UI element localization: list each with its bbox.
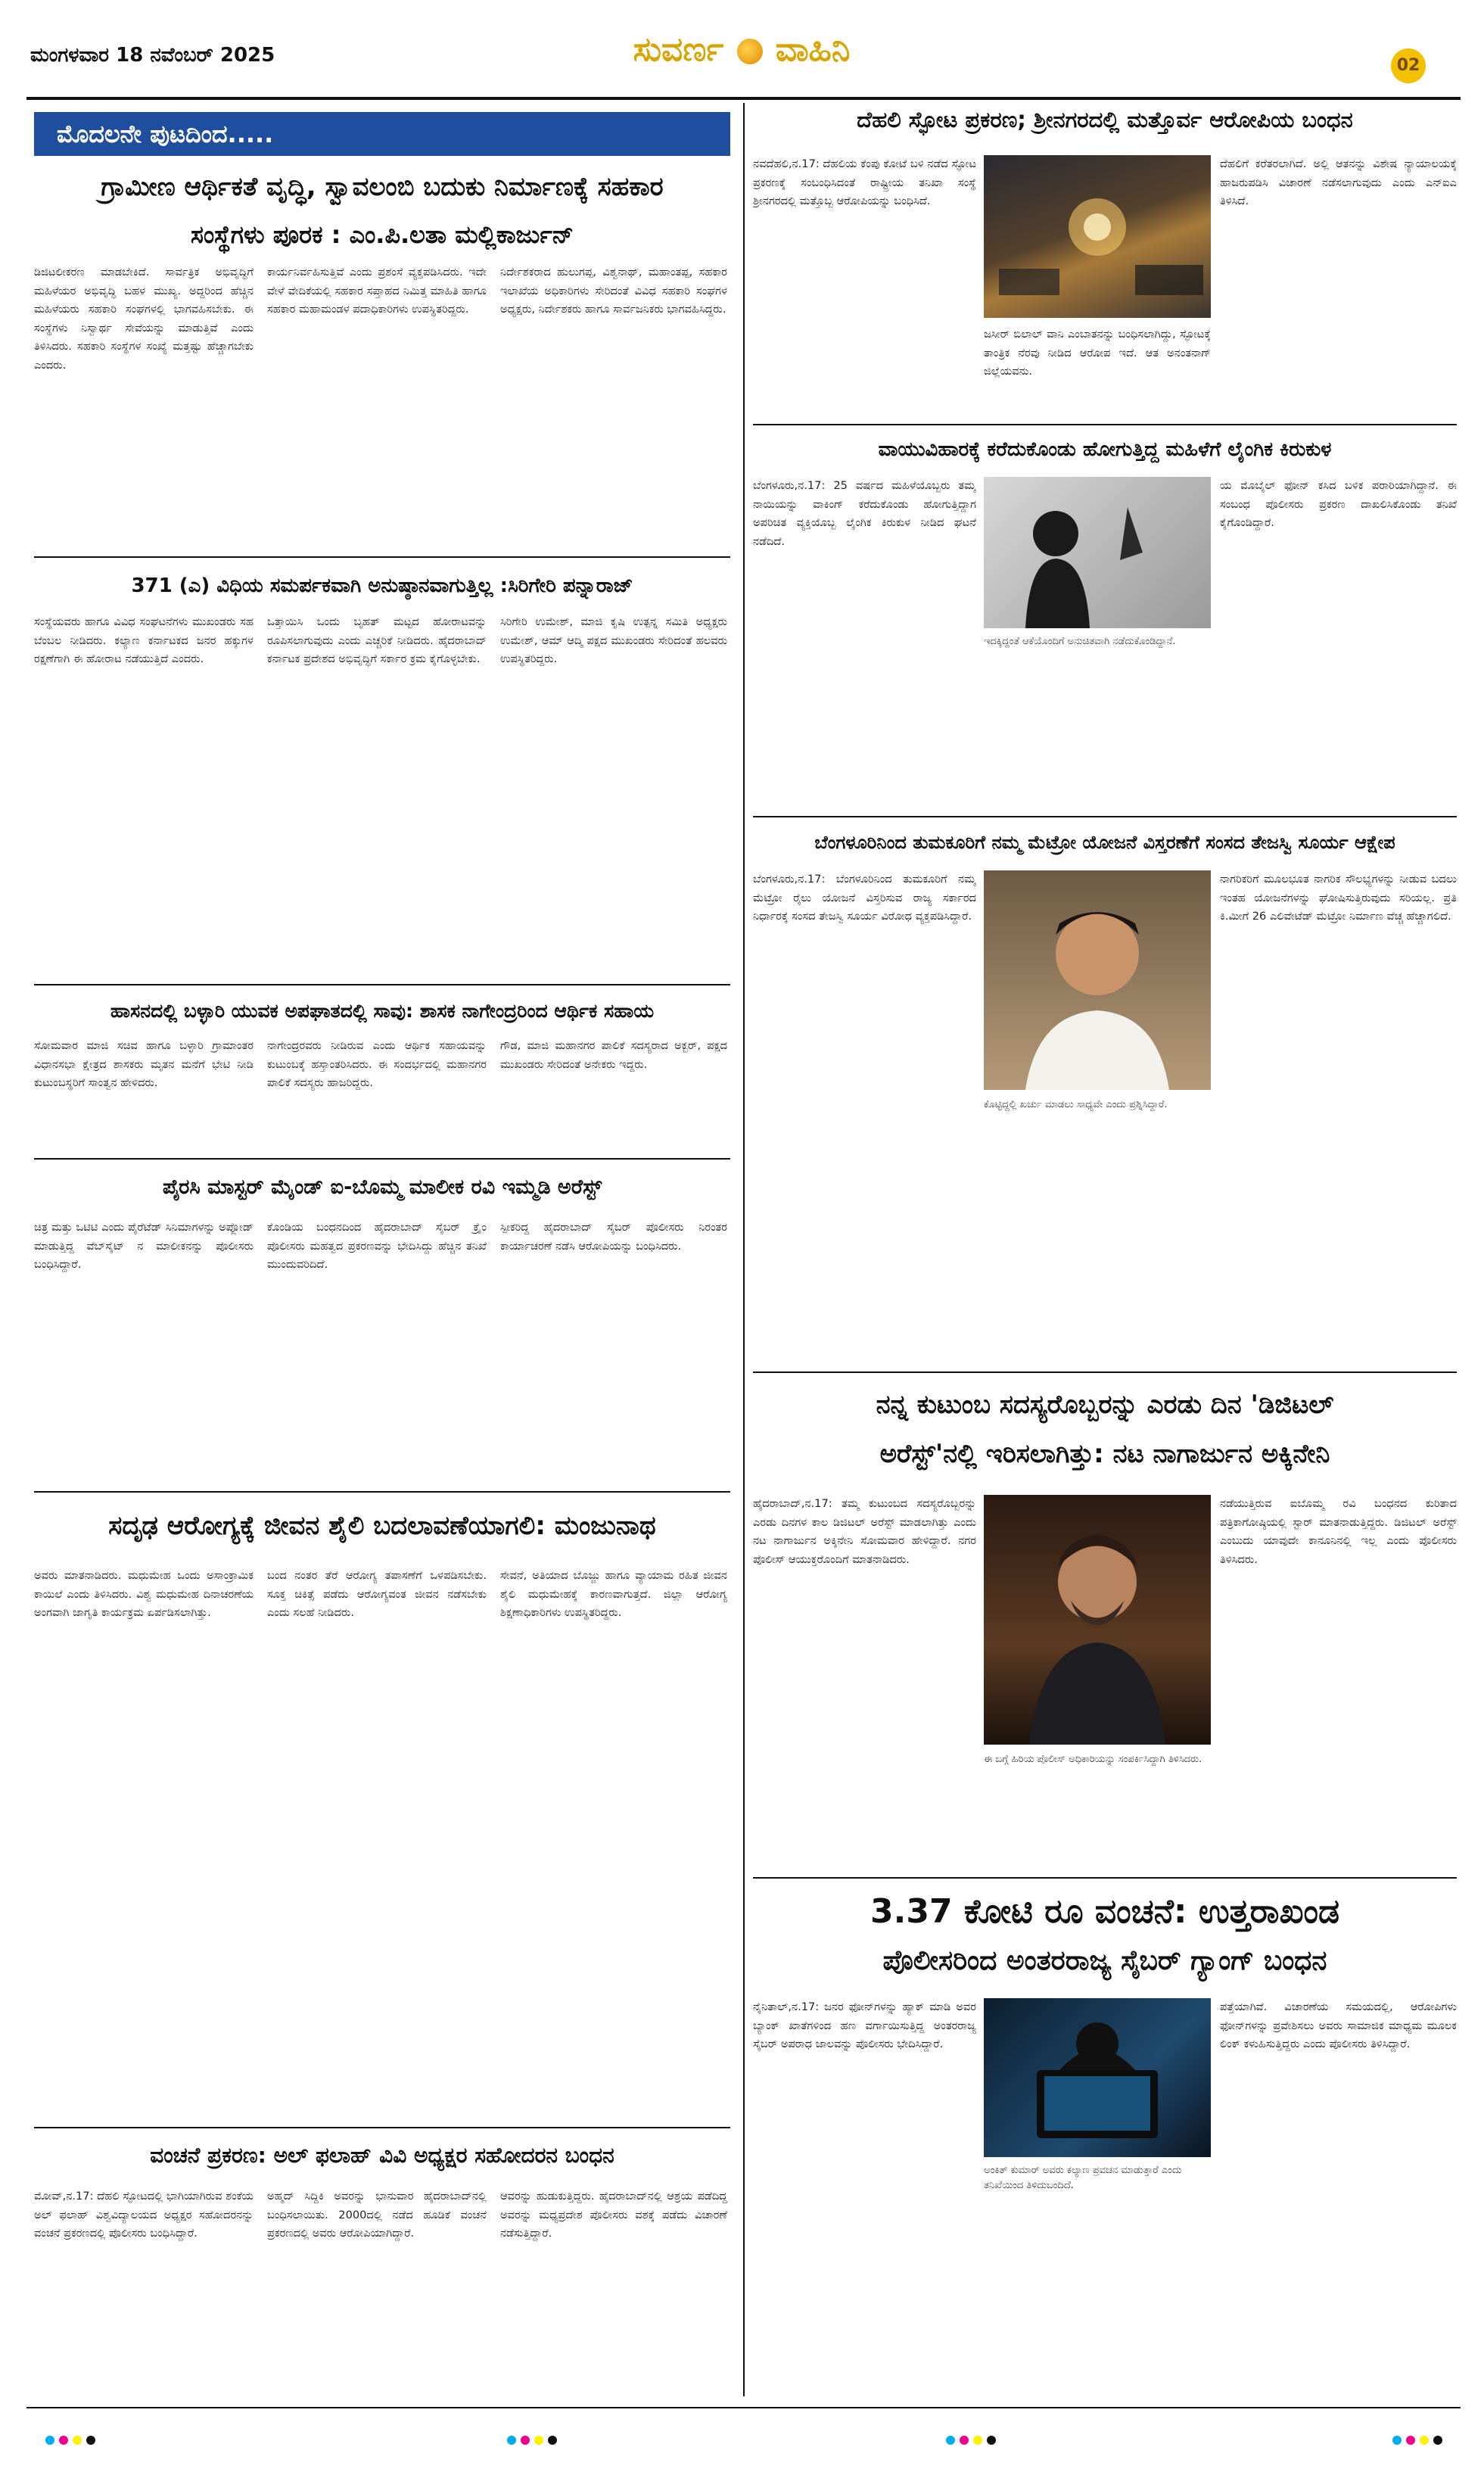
portrait-illustration [984,870,1211,1090]
cooperative-col3: ನಿರ್ದೇಶಕರಾದ ಹುಲುಗಪ್ಪ, ವಿಶ್ವನಾಥ್, ಮಹಾಂತಪ್ಪ, ಸಹಕಾರ ಇಲಾಖೆಯ ಅಧಿಕಾರಿಗಳು ಸೇರಿದಂತೆ ವಿವಿಧ ಸಹಕಾರಿ ಸಂಘಗಳ ಅಧ್ಯಕ್ಷರು, ನಿರ್ದೇಶಕರು ಹಾಗೂ ಸಾರ್ವಜನಿಕರು ಭಾಗವಹಿಸಿದ್ದರು. [500,266,727,316]
divider [34,2127,730,2128]
cyber-headline-line1: 3.37 ಕೋಟಿ ರೂ ವಂಚನೆ: ಉತ್ತರಾಖಂಡ [870,1892,1339,1931]
footer-divider [26,2407,1461,2408]
page-number-badge [1391,48,1426,83]
walking-col3: ಯ ಮೊಬೈಲ್ ಫೋನ್ ಕಸಿದ ಬಳಿಕ ಪರಾರಿಯಾಗಿದ್ದಾನೆ. ಈ ಸಂಬಂಧ ಪೊಲೀಸರು ಪ್ರಕರಣ ದಾಖಲಿಸಿಕೊಂಡು ತನಿಖೆ ಕೈಗೊಂಡಿದ್ದಾರೆ. [1220,479,1457,530]
fraud-col1: ಮೋವ್,ನ.17: ದೆಹಲಿ ಸ್ಫೋಟದಲ್ಲಿ ಭಾಗಿಯಾಗಿರುವ ಶಂಕೆಯ ಅಲ್ ಫಲಾಹ್ ವಿಶ್ವವಿದ್ಯಾಲಯದ ಅಧ್ಯಕ್ಷರ ಸಹೋದರನನ್ನು ವಂಚನೆ ಪ್ರಕರಣದಲ್ಲಿ ಪೊಲೀಸರು ಬಂಧಿಸಿದ್ದಾರೆ. [34,2190,254,2240]
portrait-illustration [984,1495,1211,1745]
walking-headline: ವಾಯುವಿಹಾರಕ್ಕೆ ಕರೆದುಕೊಂಡು ಹೋಗುತ್ತಿದ್ದ ಮಹಿಳೆಗೆ ಲೈಂಗಿಕ ಕಿರುಕುಳ [878,438,1332,461]
hacker-illustration [984,1998,1211,2157]
cyber-headline-line2: ಪೊಲೀಸರಿಂದ ಅಂತರರಾಜ್ಯ ಸೈಬರ್ ಗ್ಯಾಂಗ್ ಬಂಧನ [882,1945,1327,1976]
piracy-col3: ಸ್ಪೀಕರಿದ್ದ ಹೈದರಾಬಾದ್ ಸೈಬರ್ ಪೊಲೀಸರು ನಿರಂತರ ಕಾರ್ಯಾಚರಣೆ ನಡೆಸಿ ಆರೋಪಿಯನ್ನು ಬಂಧಿಸಿದರು. [500,1221,727,1253]
column-divider [743,103,745,2396]
cyber-col1: ನೈನಿತಾಲ್,ನ.17: ಜನರ ಫೋನ್‌ಗಳನ್ನು ಹ್ಯಾಕ್ ಮಾಡಿ ಅವರ ಬ್ಯಾಂಕ್ ಖಾತೆಗಳಿಂದ ಹಣ ವರ್ಗಾಯಿಸುತ್ತಿದ್ದ ಅಂತರರಾಜ್ಯ ಸೈಬರ್ ಅಪರಾಧ ಜಾಲವನ್ನು ಪೊಲೀಸರು ಭೇದಿಸಿದ್ದಾರೆ. [753,2000,976,2051]
divider [34,556,730,558]
cooperative-col2: ಕಾರ್ಯನಿರ್ವಹಿಸುತ್ತಿವೆ ಎಂದು ಪ್ರಶಂಸೆ ವ್ಯಕ್ತಪಡಿಸಿದರು. ಇದೇ ವೇಳೆ ವೇದಿಕೆಯಲ್ಲಿ ಸಹಕಾರ ಸಪ್ತಾಹದ ನಿಮಿತ್ತ ಮಾಹಿತಿ ಹಾಗೂ ಸಹಕಾರ ಮಹಾಮಂಡಳ ಪದಾಧಿಕಾರಿಗಳು ಉಪಸ್ಥಿತರಿದ್ದರು. [267,266,487,316]
registration-dot [1433,2436,1442,2445]
delhi-blast-photo [984,155,1211,318]
metro-photo-caption: ಕೊಟ್ಟಿದ್ದಲ್ಲಿ ಖರ್ಚು ಮಾಡಲು ಸಾಧ್ಯವೇ ಎಂದು ಪ್ರಶ್ನಿಸಿದ್ದಾರೆ. [984,1099,1168,1110]
siriger-headline: 371 (ಎ) ವಿಧಿಯ ಸಮರ್ಪಕವಾಗಿ ಅನುಷ್ಠಾನವಾಗುತ್ತಿಲ್ಲ :ಸಿರಿಗೇರಿ ಪನ್ನಾರಾಜ್ [131,574,633,597]
registration-dot [45,2436,54,2445]
registration-dot [507,2436,516,2445]
divider [753,1877,1457,1879]
divider [753,424,1457,425]
piracy-col1: ಚಿತ್ರ ಮತ್ತು ಒಟಿಟಿ ಎಂದು ಪೈರೆಟೆಡ್ ಸಿನಿಮಾಗಳನ್ನು ಅಪ್ಲೋಡ್ ಮಾಡುತ್ತಿದ್ದ ವೆಬ್‌ಸೈಟ್ ನ ಮಾಲೀಕನನ್ನು ಪೊಲೀಸರು ಬಂಧಿಸಿದ್ದಾರೆ. [34,1221,254,1272]
registration-dot [548,2436,557,2445]
registration-dot [521,2436,530,2445]
nagarjuna-col3: ನಡೆಯುತ್ತಿರುವ ಐಬೊಮ್ಮ ರವಿ ಬಂಧನದ ಕುರಿತಾದ ಪತ್ರಿಕಾಗೋಷ್ಠಿಯಲ್ಲಿ ಸ್ಟಾರ್ ಮಾತನಾಡುತ್ತಿದ್ದರು. ಡಿಜಿಟಲ್ ಅರೆಸ್ಟ್ ಎಂಬುದು ಯಾವುದೇ ಕಾನೂನಿನಲ್ಲಿ ಇಲ್ಲ ಎಂದು ಪೊಲೀಸರು ತಿಳಿಸಿದರು. [1220,1497,1457,1566]
health-col2: ಬಂದ ನಂತರ ತೆರೆ ಆರೋಗ್ಯ ತಪಾಸಣೆಗೆ ಒಳಪಡಿಸಬೇಕು. ಸೂಕ್ತ ಚಿಕಿತ್ಸೆ ಪಡೆದು ಆರೋಗ್ಯವಂತ ಜೀವನ ನಡೆಸಬೇಕು ಎಂದು ಸಲಹೆ ನೀಡಿದರು. [267,1569,487,1620]
page-date: ಮಂಗಳವಾರ 18 ನವೆಂಬರ್ 2025 [30,44,275,67]
cyber-photo-caption: ಅಂಕಿತ್ ಕುಮಾರ್ ಅವರು ಕಲ್ಯಾಣ ಪ್ರವಚನ ಮಾಡುತ್ತಾರೆ ಎಂದು ತನಿಖೆಯಿಂದ ತಿಳಿದುಬಂದಿದೆ. [984,2165,1182,2191]
walking-photo-caption: ಇದಕ್ಕಿದ್ದಂತೆ ಆಕೆಯೊಂದಿಗೆ ಅನುಚಿತವಾಗಿ ನಡೆದುಕೊಂಡಿದ್ದಾನೆ. [984,636,1176,647]
registration-dot [86,2436,95,2445]
registration-dot [59,2436,68,2445]
delhi-col3: ದೆಹಲಿಗೆ ಕರೆತರಲಾಗಿದೆ. ಅಲ್ಲಿ ಆತನನ್ನು ವಿಶೇಷ ನ್ಯಾಯಾಲಯಕ್ಕೆ ಹಾಜರುಪಡಿಸಿ ವಿಚಾರಣೆ ನಡೆಸಲಾಗುವುದು ಎಂದು ಎನ್ಐಎ ತಿಳಿಸಿದೆ. [1220,157,1457,208]
metro-mp-photo [984,870,1211,1090]
health-col3: ಸೇವನೆ, ಅತಿಯಾದ ಬೊಜ್ಜು ಹಾಗೂ ವ್ಯಾಯಾಮ ರಹಿತ ಜೀವನ ಶೈಲಿ ಮಧುಮೇಹಕ್ಕೆ ಕಾರಣವಾಗುತ್ತದೆ. ಜಿಲ್ಲಾ ಆರೋಗ್ಯ ಶಿಕ್ಷಣಾಧಿಕಾರಿಗಳು ಉಪಸ್ಥಿತರಿದ್ದರು. [500,1569,727,1620]
metro-headline: ಬೆಂಗಳೂರಿನಿಂದ ತುಮಕೂರಿಗೆ ನಮ್ಮ ಮೆಟ್ರೋ ಯೋಜನೆ ವಿಸ್ತರಣೆಗೆ ಸಂಸದ ತೇಜಸ್ವಿ ಸೂರ್ಯ ಆಕ್ಷೇಪ [814,832,1395,853]
registration-dot [1406,2436,1415,2445]
registration-dot [987,2436,996,2445]
registration-dot [946,2436,955,2445]
nagarjuna-headline-line1: ನನ್ನ ಕುಟುಂಬ ಸದಸ್ಯರೊಬ್ಬರನ್ನು ಎರಡು ದಿನ 'ಡಿಜಿಟಲ್ [876,1390,1334,1420]
registration-dot [960,2436,969,2445]
walking-col1: ಬೆಂಗಳೂರು,ನ.17: 25 ವರ್ಷದ ಮಹಿಳೆಯೊಬ್ಬರು ತಮ್ಮ ನಾಯಿಯನ್ನು ವಾಕಿಂಗ್ ಕರೆದುಕೊಂಡು ಹೋಗುತ್ತಿದ್ದಾಗ ಅಪರಿಚಿತ ವ್ಯಕ್ತಿಯೊಬ್ಬ ಲೈಂಗಿಕ ಕಿರುಕುಳ ನೀಡಿದ ಘಟನೆ ನಡೆದಿದೆ. [753,479,976,548]
siriger-col2: ಒತ್ತಾಯಿಸಿ ಒಂದು ಬೃಹತ್ ಮಟ್ಟದ ಹೋರಾಟವನ್ನು ರೂಪಿಸಲಾಗುವುದು ಎಂದು ಎಚ್ಚರಿಕೆ ನೀಡಿದರು. ಹೈದರಾಬಾದ್ ಕರ್ನಾಟಕ ಪ್ರದೇಶದ ಅಭಿವೃದ್ಧಿಗೆ ಸರ್ಕಾರ ಕ್ರಮ ಕೈಗೊಳ್ಳಬೇಕು. [267,615,487,666]
health-headline: ಸದೃಢ ಆರೋಗ್ಯಕ್ಕೆ ಜೀವನ ಶೈಲಿ ಬದಲಾವಣೆಯಾಗಲಿ: ಮಂಜುನಾಥ [108,1511,656,1541]
masthead [590,30,893,83]
piracy-headline: ಪೈರಸಿ ಮಾಸ್ಟರ್ ಮೈಂಡ್ ಐ-ಬೊಮ್ಮ ಮಾಲೀಕ ರವಿ ಇಮ್ಮಡಿ ಅರೆಸ್ಟ್ [162,1175,602,1199]
registration-dot [534,2436,543,2445]
page-number: 02 [1396,56,1420,75]
masthead-left: ಸುವರ್ಣ [633,30,724,69]
silhouette-illustration [984,477,1211,628]
masthead-logo-icon [737,39,763,64]
nagarjuna-col1: ಹೈದರಾಬಾದ್,ನ.17: ತಮ್ಮ ಕುಟುಂಬದ ಸದಸ್ಯರೊಬ್ಬರನ್ನು ಎರಡು ದಿನಗಳ ಕಾಲ ಡಿಜಿಟಲ್ ಅರೆಸ್ಟ್ ಮಾಡಲಾಗಿತ್ತು ಎಂದು ನಟ ನಾಗಾರ್ಜುನ ಅಕ್ಕಿನೇನಿ ಸೋಮವಾರ ಹೇಳಿದ್ದಾರೆ. ನಗರ ಪೊಲೀಸ್ ಆಯುಕ್ತರೊಂದಿಗೆ ಮಾತನಾಡಿದರು. [753,1497,976,1566]
masthead-right: ವಾಹಿನಿ [775,30,851,69]
registration-dot [73,2436,82,2445]
hassan-headline: ಹಾಸನದಲ್ಲಿ ಬಳ್ಳಾರಿ ಯುವಕ ಅಪಘಾತದಲ್ಲಿ ಸಾವು: ಶಾಸಕ ನಾಗೇಂದ್ರರಿಂದ ಆರ್ಥಿಕ ಸಹಾಯ [110,1000,655,1022]
header-divider [26,97,1461,100]
delhi-col2: ಜಸೀರ್ ಬಿಲಾಲ್ ವಾನಿ ಎಂಬಾತನನ್ನು ಬಂಧಿಸಲಾಗಿದ್ದು, ಸ್ಫೋಟಕ್ಕೆ ತಾಂತ್ರಿಕ ನೆರವು ನೀಡಿದ ಆರೋಪ ಇದೆ. ಆತ ಅನಂತನಾಗ್ ಜಿಲ್ಲೆಯವನು. [984,328,1211,378]
section-banner: ಮೊದಲನೇ ಪುಟದಿಂದ..... [34,112,730,156]
health-col1: ಅವರು ಮಾತನಾಡಿದರು. ಮಧುಮೇಹ ಒಂದು ಅಸಾಂಕ್ರಾಮಿಕ ಕಾಯಿಲೆ ಎಂದು ತಿಳಿಸಿದರು. ವಿಶ್ವ ಮಧುಮೇಹ ದಿನಾಚರಣೆಯ ಅಂಗವಾಗಿ ಜಾಗೃತಿ ಕಾರ್ಯಕ್ರಮ ಏರ್ಪಡಿಸಲಾಗಿತ್ತು. [34,1569,254,1620]
cyber-col3: ಪತ್ತೆಯಾಗಿವೆ. ವಿಚಾರಣೆಯ ಸಮಯದಲ್ಲಿ, ಆರೋಪಿಗಳು ಫೋನ್‌ಗಳನ್ನು ಪ್ರವೇಶಿಸಲು ಅವರು ಸಾಮಾಜಿಕ ಮಾಧ್ಯಮ ಮೂಲಕ ಲಿಂಕ್ ಕಳುಹಿಸುತ್ತಿದ್ದರು ಎಂದು ಪೊಲೀಸರು ತಿಳಿಸಿದ್ದಾರೆ. [1220,2000,1457,2051]
blast-scene-illustration [984,155,1211,318]
hassan-col2: ನಾಗೇಂದ್ರರವರು ನೀಡಿರುವ ಎಂದು ಆರ್ಥಿಕ ಸಹಾಯವನ್ನು ಕುಟುಂಬಕ್ಕೆ ಹಸ್ತಾಂತರಿಸಿದರು. ಈ ಸಂದರ್ಭದಲ್ಲಿ ಮಹಾನಗರ ಪಾಲಿಕೆ ಸದಸ್ಯರು ಹಾಜರಿದ್ದರು. [267,1039,487,1090]
nagarjuna-photo-caption: ಈ ಬಗ್ಗೆ ಹಿರಿಯ ಪೊಲೀಸ್ ಅಧಿಕಾರಿಯನ್ನು ಸಂಪರ್ಕಿಸಿದ್ದಾಗಿ ತಿಳಿಸಿದರು. [984,1754,1202,1765]
siriger-col1: ಸಂಸ್ಥೆಯವರು ಹಾಗೂ ವಿವಿಧ ಸಂಘಟನೆಗಳು ಮುಖಂಡರು ಸಹ ಬೆಂಬಲ ನೀಡಿದರು. ಕಲ್ಯಾಣ ಕರ್ನಾಟಕದ ಜನರ ಹಕ್ಕುಗಳ ರಕ್ಷಣೆಗಾಗಿ ಈ ಹೋರಾಟ ನಡೆಯುತ್ತಿದೆ ಎಂದರು. [34,615,254,666]
divider [34,984,730,985]
nagarjuna-photo [984,1495,1211,1745]
registration-dot [1392,2436,1402,2445]
fraud-col3: ಆವರನ್ನು ಹುಡುಕುತ್ತಿದ್ದರು. ಹೈದರಾಬಾದ್‌ನಲ್ಲಿ ಆಶ್ರಯ ಪಡೆದಿದ್ದ ಅವರನ್ನು ಮಧ್ಯಪ್ರದೇಶ ಪೊಲೀಸರು ವಶಕ್ಕೆ ಪಡೆದು ವಿಚಾರಣೆ ನಡೆಸುತ್ತಿದ್ದಾರೆ. [500,2190,727,2240]
fraud-headline: ವಂಚನೆ ಪ್ರಕರಣ: ಅಲ್ ಫಲಾಹ್ ವಿವಿ ಅಧ್ಯಕ್ಷರ ಸಹೋದರನ ಬಂಧನ [150,2143,614,2168]
metro-col1: ಬೆಂಗಳೂರು,ನ.17: ಬೆಂಗಳೂರಿನಿಂದ ತುಮಕೂರಿಗೆ ನಮ್ಮ ಮೆಟ್ರೋ ರೈಲು ಯೋಜನೆ ವಿಸ್ತರಿಸುವ ರಾಜ್ಯ ಸರ್ಕಾರದ ನಿರ್ಧಾರಕ್ಕೆ ಸಂಸದ ತೇಜಸ್ವಿ ಸೂರ್ಯ ವಿರೋಧ ವ್ಯಕ್ತಪಡಿಸಿದ್ದಾರೆ. [753,873,976,923]
divider [34,1158,730,1160]
walking-photo [984,477,1211,628]
fraud-col2: ಅಹ್ಮದ್ ಸಿದ್ದಿಕಿ ಅವರನ್ನು ಭಾನುವಾರ ಹೈದರಾಬಾದ್‌ನಲ್ಲಿ ಬಂಧಿಸಲಾಯಿತು. 2000ದಲ್ಲಿ ನಡೆದ ಹೂಡಿಕೆ ವಂಚನೆ ಪ್ರಕರಣದಲ್ಲಿ ಅವರು ಆರೋಪಿಯಾಗಿದ್ದಾರೆ. [267,2190,487,2240]
delhi-col1: ನವದೆಹಲಿ,ನ.17: ದೆಹಲಿಯ ಕೆಂಪು ಕೋಟೆ ಬಳಿ ನಡೆದ ಸ್ಫೋಟ ಪ್ರಕರಣಕ್ಕೆ ಸಂಬಂಧಿಸಿದಂತೆ ರಾಷ್ಟ್ರೀಯ ತನಿಖಾ ಸಂಸ್ಥೆ ಶ್ರೀನಗರದಲ್ಲಿ ಮತ್ತೊಬ್ಬ ಆರೋಪಿಯನ್ನು ಬಂಧಿಸಿದೆ. [753,157,976,208]
piracy-col2: ಕೊಂಡಿಯ ಬಂಧನದಿಂದ ಹೈದರಾಬಾದ್ ಸೈಬರ್ ಕ್ರೈಂ ಪೊಲೀಸರು ಮಹತ್ವದ ಪ್ರಕರಣವನ್ನು ಭೇದಿಸಿದ್ದು ಹೆಚ್ಚಿನ ತನಿಖೆ ಮುಂದುವರಿದಿದೆ. [267,1221,487,1272]
hassan-col1: ಸೋಮವಾರ ಮಾಜಿ ಸಚಿವ ಹಾಗೂ ಬಳ್ಳಾರಿ ಗ್ರಾಮಾಂತರ ವಿಧಾನಸಭಾ ಕ್ಷೇತ್ರದ ಶಾಸಕರು ಮೃತನ ಮನೆಗೆ ಭೇಟಿ ನೀಡಿ ಕುಟುಂಬಸ್ಥರಿಗೆ ಸಾಂತ್ವನ ಹೇಳಿದರು. [34,1039,254,1090]
cyber-photo [984,1998,1211,2157]
delhi-headline: ದೆಹಲಿ ಸ್ಫೋಟ ಪ್ರಕರಣ; ಶ್ರೀನಗರದಲ್ಲಿ ಮತ್ತೊರ್ವ ಆರೋಪಿಯ ಬಂಧನ [857,107,1353,132]
cooperative-headline-line2: ಸಂಸ್ಥೆಗಳು ಪೂರಕ : ಎಂ.ಪಿ.ಲತಾ ಮಲ್ಲಿಕಾರ್ಜುನ್ [191,220,574,249]
registration-dot [973,2436,982,2445]
divider [753,1371,1457,1373]
registration-dot [1420,2436,1429,2445]
nagarjuna-headline-line2: ಅರೆಸ್ಟ್'ನಲ್ಲಿ ಇರಿಸಲಾಗಿತ್ತು: ನಟ ನಾಗಾರ್ಜುನ ಅಕ್ಕಿನೇನಿ [879,1439,1330,1469]
siriger-col3: ಸಿರಿಗೇರಿ ಉಮೇಶ್, ಮಾಜಿ ಕೃಷಿ ಉತ್ಪನ್ನ ಸಮಿತಿ ಅಧ್ಯಕ್ಷರು ಉಮೇಶ್, ಆಮ್ ಆದ್ಮಿ ಪಕ್ಷದ ಮುಖಂಡರು ಸೇರಿದಂತೆ ಹಲವರು ಉಪಸ್ಥಿತರಿದ್ದರು. [500,615,727,666]
cooperative-headline-line1: ಗ್ರಾಮೀಣ ಆರ್ಥಿಕತೆ ವೃದ್ಧಿ, ಸ್ವಾವಲಂಬಿ ಬದುಕು ನಿರ್ಮಾಣಕ್ಕೆ ಸಹಕಾರ [101,172,664,202]
cooperative-col1: ಡಿಜಿಟಲೀಕರಣ ಮಾಡಬೇಕಿದೆ. ಸಾರ್ವತ್ರಿಕ ಅಭಿವೃದ್ಧಿಗೆ ಮಹಿಳೆಯರ ಅಭಿವೃದ್ಧಿ ಬಹಳ ಮುಖ್ಯ. ಅದ್ದರಿಂದ ಹೆಚ್ಚಿನ ಮಹಿಳೆಯರು ಸಹಕಾರಿ ಸಂಘಗಳಲ್ಲಿ ಭಾಗವಹಿಸಬೇಕು. ಈ ಸಂಸ್ಥೆಗಳು ನಿಸ್ವಾರ್ಥ ಸೇವೆಯನ್ನು ಮಾಡುತ್ತಿವೆ ಎಂದು ತಿಳಿಸಿದರು. ಸಹಕಾರಿ ಸಂಸ್ಥೆಗಳ ಸಂಖ್ಯೆ ಮತ್ತಷ್ಟು ಹೆಚ್ಚಾಗಬೇಕು ಎಂದರು. [34,266,254,372]
divider [34,1491,730,1493]
divider [753,816,1457,817]
registration-marks [0,2430,1484,2452]
hassan-col3: ಗೌಡ, ಮಾಜಿ ಮಹಾನಗರ ಪಾಲಿಕೆ ಸದಸ್ಯರಾದ ಅಕ್ಬರ್, ಪಕ್ಷದ ಮುಖಂಡರು ಸೇರಿದಂತೆ ಅನೇಕರು ಇದ್ದರು. [500,1039,727,1071]
metro-col3: ನಾಗರಿಕರಿಗೆ ಮೂಲಭೂತ ನಾಗರಿಕ ಸೌಲಭ್ಯಗಳನ್ನು ನೀಡುವ ಬದಲು ಇಂತಹ ಯೋಜನೆಗಳನ್ನು ಘೋಷಿಸುತ್ತಿರುವುದು ಸರಿಯಲ್ಲ. ಪ್ರತಿ ಕಿ.ಮೀಗೆ 26 ಎಲಿವೇಟೆಡ್ ಮೆಟ್ರೋ ನಿರ್ಮಾಣ ವೆಚ್ಚ ಹೆಚ್ಚಾಗಲಿದೆ. [1220,873,1457,923]
